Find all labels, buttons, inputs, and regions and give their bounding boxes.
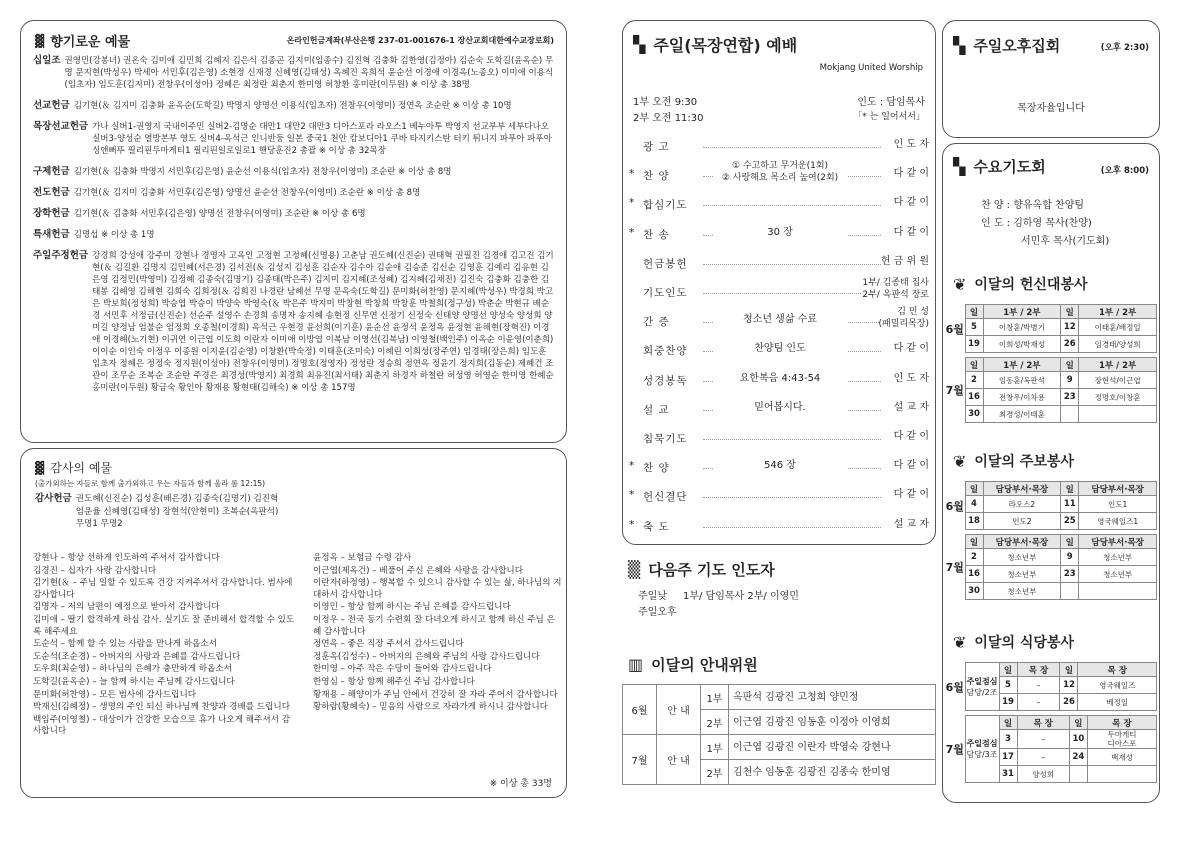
table-header-cell: 일 xyxy=(965,358,983,372)
offering-names: 강경희 강성애 강주미 강현나 경명자 고옥인 고정현 고정혜(신명용) 고춘남 권도혜(신진순) 권태혁 권필진 김경애 김고진 김기현(＆ 김길환 김명지 김민혜(서은경) 김서진(＆ 김성지 김성훈 김순자 김수아 김순애 김승준 김신순 김영훈 김예리 김유현 김은영 김정민(박영미) 김정혜 김종숙(김명기) 김종태(박은주) 김지미 김지혜(조성혜) 김지혜(김채진) 김진숙 김충화 김충한 김태봉 김혜영 김해현 김희숙 김희정(＆ 김희진 나경란 남혜선 무명 문옥숙(도학길) 문미화(허찬영) 문지혜(박성우) 박경희 박고은 박보희(정성희) 박승엽 박승이 박양숙 박영숙(＆ 박은주 박지미 박창현 박창희 박창훈 박철희(정구성) 박춘순 박현규 배순경 서민후 서정금(신진순) 선순주 설영수 손경희 송명자 송지혜 송현정 신무연 신정기 신정숙 신태양 양명선 양성숙 양성희 양미길 양정남 엄불순 엄정희 오종철(이경희) 옥석근 우현경 윤선희(이기훈) 윤순선 윤정석 윤정옥 윤정현 윤해현(장혁진) 이경애 이경혜(노기현) 이귀연 이근엽 이도희 이란자 이미애 이방엽 이복남 이영선(김복남) 이영철(백인주) 이옥순 이윤영(이춘희) 이이순 이인숙 이정우 이종원 이지윤(김순영) 이창환(박숙정) 이태훈(조미숙) 이혜린 이희성(장주연) 임경태(장은희) 임도훈 임초자 정혜은 정정숙 정지원(이성아) 전창우(이영미) 정명호(정영자) 정성란 정승희 정연옥 정윤기 정지희(김동순) 제혜건 조관이 조무순 조복순 조순란 주경은 최경성(박영지) 최경희 최유진(최서태) 최춘지 하경자 하철란 허성영 허영순 한미영 한혜순 홍미란(이두원) 황금숙 황인아 황재용 황현태(김해숙) ※ 이상 총 157명 xyxy=(92,251,554,393)
table-cell: 30 xyxy=(965,406,983,423)
worship-order-row xyxy=(623,337,936,366)
month-label: 7월 xyxy=(945,743,964,756)
table-header-row xyxy=(945,305,1157,319)
worship-content: ① 수고하고 무거운(1회) ② 사랑해요 목소리 높여(2회) xyxy=(713,160,847,184)
thanks-entry: 도우회(최순영) – 하나님의 은혜가 충만하게 하옵소서 xyxy=(33,664,232,675)
leader-dots xyxy=(703,293,881,294)
bulletin-july-table xyxy=(945,534,1157,600)
month-label: 7월 xyxy=(945,384,964,397)
table-cell xyxy=(1079,583,1157,600)
bracket-icon: ▚ xyxy=(953,36,966,55)
table-cell: 19 xyxy=(965,336,983,353)
worship-leader: 인도 : 담임목사 xyxy=(857,97,925,108)
thanks-entry: 김경진 – 십자가 사랑 감사합니다 xyxy=(33,565,157,576)
usher-row xyxy=(623,735,936,760)
worship-content: 청소년 생삶 수료 xyxy=(713,314,847,326)
afternoon-title: ▚ 주일오후집회 xyxy=(953,36,1061,55)
worship-order-row xyxy=(623,425,936,454)
thanks-entry: 박재신(김혜정) – 생명의 주인 되신 하나님께 찬양과 경배를 드립니다 xyxy=(33,702,290,713)
usher-role: 안 내 xyxy=(657,735,701,785)
worship-order-row xyxy=(623,513,936,542)
online-account: 온라인헌금계좌(부산은행 237-01-001676-1 장산교회대한예수교장로회) xyxy=(286,36,554,45)
table-cell: 5 xyxy=(965,319,983,336)
worship-leader: 다 같 이 xyxy=(893,460,929,472)
worship-item: 찬 양 xyxy=(643,170,670,183)
leader-dots xyxy=(703,147,881,148)
bracket-icon: ▚ xyxy=(953,157,966,176)
table-cell: – xyxy=(1017,749,1069,766)
table-header-cell: 일 xyxy=(1061,535,1079,549)
table-header-row xyxy=(945,482,1157,496)
usher-part: 2부 xyxy=(701,710,729,735)
afternoon-text: 목장자율입니다 xyxy=(1017,103,1085,114)
usher-names: 이근엽 김광진 임동훈 이정아 이영희 xyxy=(729,710,936,735)
worship-item: 헌금봉헌 xyxy=(643,257,688,270)
hash-icon: ▥ xyxy=(628,655,644,674)
usher-names: 김천수 임동훈 김광진 김종숙 한미영 xyxy=(729,760,936,785)
worship-leader: 다 같 이 xyxy=(893,197,929,209)
table-cell xyxy=(1079,406,1157,423)
table-cell: 31 xyxy=(999,766,1017,783)
dedication-tables xyxy=(945,304,1157,427)
table-cell: – xyxy=(1017,694,1060,711)
table-header-cell: 일 xyxy=(965,535,983,549)
table-cell: 4 xyxy=(965,496,983,513)
table-header-cell: 1부 / 2부 xyxy=(1079,305,1157,319)
worship-order-row xyxy=(623,367,936,396)
worship-content: 찬양팀 인도 xyxy=(713,343,847,355)
table-cell xyxy=(1069,766,1087,783)
table-row xyxy=(945,513,1157,530)
worship-item: 성경봉독 xyxy=(643,374,688,387)
thanks-names: 권도혜(신진순) 김성훈(배은경) 김종숙(김명기) 김진혁 엄운율 신혜영(김태성) 장현석(안현미) 조복순(옥판석) 무명1 무명2 xyxy=(75,494,279,529)
table-row xyxy=(945,549,1157,566)
table-cell: 베정일 xyxy=(1078,694,1157,711)
table-cell: 장현석/이근엽 xyxy=(1079,372,1157,389)
table-cell: 26 xyxy=(1061,336,1079,353)
table-cell: 25 xyxy=(1061,513,1079,530)
worship-subtitle: Mokjang United Worship xyxy=(819,63,923,73)
service-label-main: 주일점심 xyxy=(966,676,998,686)
worship-stand-note: 「* 는 일어서서」 xyxy=(853,112,925,122)
stand-marker: * xyxy=(629,168,635,181)
worship-leader: 김 민 성 (패밀리목장) xyxy=(878,307,929,330)
table-cell: 16 xyxy=(965,389,983,406)
worship-time-2: 2부 오전 11:30 xyxy=(633,113,704,124)
table-row xyxy=(945,496,1157,513)
month-label: 7월 xyxy=(945,561,964,574)
leader-dots xyxy=(703,497,881,498)
usher-names: 이근엽 김광진 이란자 박영숙 강현나 xyxy=(729,735,936,760)
table-cell: 인도1 xyxy=(1079,496,1157,513)
worship-order xyxy=(623,133,936,543)
offering-group xyxy=(33,229,554,241)
usher-month: 7월 xyxy=(623,735,657,785)
table-cell: 청소년부 xyxy=(1079,566,1157,583)
table-row xyxy=(945,319,1157,336)
cafeteria-tables xyxy=(945,662,1157,787)
flower-icon: ❦ xyxy=(953,451,967,471)
ushers-section xyxy=(622,650,936,800)
table-cell: 이희성/박재성 xyxy=(983,336,1061,353)
worship-content: 30 장 xyxy=(713,227,847,239)
table-cell: 청소년부 xyxy=(983,583,1061,600)
worship-leader: 설 교 자 xyxy=(893,401,929,413)
table-header-cell: 일 xyxy=(965,305,983,319)
table-cell: 26 xyxy=(1060,694,1078,711)
offering-label: 구제헌금 xyxy=(33,166,70,177)
service-label xyxy=(965,663,999,711)
worship-item: 찬 송 xyxy=(643,228,670,241)
ushers-title: ▥ 이달의 안내위원 xyxy=(628,655,758,674)
table-header-row xyxy=(945,716,1157,730)
thanks-entry: 한미영 – 아주 작은 수당이 들어와 감사드립니다 xyxy=(313,664,492,675)
worship-leader: 다 같 이 xyxy=(893,343,929,355)
offering-names: 권영민(강봉녀) 권온숙 김미애 김민희 김혜지 김은식 김종곤 김지미(임종수) 김진혁 김충화 김한영(김정아) 김순숙 도학길(윤옥순) 무명 문지현(박성우) 박세아 서민후(김은영) 소현정 신재경 신혜영(김태성) 옥혜진 옥희석 윤순선 이경애 이경옥(노종오) 이미애 이용식(임초자) 임도훈(김지미) 전창우(이성아) 정혜은 최정란 최춘지 한미영 허창환 홍미란(이두원) ※ 이상 총 38명 xyxy=(64,56,554,90)
flower-icon: ❦ xyxy=(953,274,967,294)
table-cell: 30 xyxy=(965,583,983,600)
next-prayer-sunday-label: 주일낮 xyxy=(638,591,667,602)
thanks-entry: 이영민 – 항상 함께 하시는 주님 은혜를 감사드립니다 xyxy=(313,602,511,613)
offering-label: 주일주정헌금 xyxy=(33,250,89,261)
offering-names: 김기현(＆ 김충화 서민후(김은영) 양명선 전창우(이영미) 조순란 ※ 이상 총 6명 xyxy=(73,209,366,219)
table-header-cell: 일 xyxy=(999,663,1017,677)
worship-order-row xyxy=(623,250,936,279)
table-cell: 라오스2 xyxy=(983,496,1061,513)
worship-content: 요한복음 4:43-54 xyxy=(713,373,847,385)
worship-order-row xyxy=(623,221,936,250)
thanks-entry: 도순석(조순경) – 아버지의 사랑과 은혜를 감사드립니다 xyxy=(33,651,241,662)
worship-leader: 다 같 이 xyxy=(893,168,929,180)
thanks-label: 감사헌금 xyxy=(35,493,72,504)
cafeteria-title: ❦ 이달의 식당봉사 xyxy=(953,632,1074,652)
offering-group xyxy=(33,250,554,394)
thanks-left-column xyxy=(33,553,295,739)
worship-item: 합심기도 xyxy=(643,199,688,212)
thanks-title: ▓ 감사의 예물 xyxy=(35,460,113,475)
table-header-cell: 일 xyxy=(1061,482,1079,496)
worship-item: 축 도 xyxy=(643,520,670,533)
dedication-june-table xyxy=(945,304,1157,353)
usher-part: 2부 xyxy=(701,760,729,785)
worship-item: 기도인도 xyxy=(643,287,688,299)
usher-row xyxy=(623,685,936,710)
worship-leader: 다 같 이 xyxy=(893,489,929,501)
offering-names: 김기현(＆ 김지미 김충화 윤옥순(도학길) 박명지 양명선 이용식(임초자) 전창우(이영미) 정연옥 조순란 ※ 이상 총 10명 xyxy=(73,101,512,111)
table-cell: 11 xyxy=(1061,496,1079,513)
table-header-cell: 담당부서·목장 xyxy=(983,482,1061,496)
service-label-main: 주일점심 xyxy=(966,739,998,748)
worship-order-row xyxy=(623,454,936,483)
leader-dots xyxy=(703,205,881,206)
table-row xyxy=(945,372,1157,389)
offering-names: 김명섭 ※ 이상 총 1명 xyxy=(73,230,155,240)
bulletin-tables xyxy=(945,481,1157,604)
worship-leader: 인 도 자 xyxy=(893,139,929,150)
thanks-entry: 문미화(허찬영) – 모든 범사에 감사드립니다 xyxy=(33,689,197,700)
table-row xyxy=(945,406,1157,423)
table-cell: 18 xyxy=(965,513,983,530)
usher-month: 6월 xyxy=(623,685,657,735)
worship-item: 광 고 xyxy=(643,141,670,153)
usher-role: 안 내 xyxy=(657,685,701,735)
stand-marker: * xyxy=(629,226,635,239)
table-header-row xyxy=(945,663,1157,677)
table-cell: 16 xyxy=(965,566,983,583)
table-row xyxy=(945,389,1157,406)
thanks-entry: 정훈옥(김성수) – 아버지의 은혜와 주님의 사랑 감사드립니다 xyxy=(313,651,540,662)
thanks-entry: 이정우 – 전국 동기 수련회 잘 다녀오게 하시고 함께 하신 주님 은혜 감사합니다 xyxy=(313,614,555,637)
thanks-entry: 백임주(이영철) – 대상이가 건강한 모습으로 휴가 나오게 해주셔서 감사합니다 xyxy=(33,714,290,737)
table-cell: 임경태/양성희 xyxy=(1079,336,1157,353)
table-header-cell: 일 xyxy=(999,716,1017,730)
stand-marker: * xyxy=(629,489,635,502)
stand-marker: * xyxy=(629,197,635,210)
table-cell: 임동훈/옥판석 xyxy=(983,372,1061,389)
stand-marker: * xyxy=(629,518,635,531)
table-cell: 청소년부 xyxy=(983,566,1061,583)
table-header-cell: 일 xyxy=(1060,663,1078,677)
table-cell: 19 xyxy=(999,694,1017,711)
worship-order-row xyxy=(623,279,936,308)
table-cell: 청소년부 xyxy=(983,549,1061,566)
service-label xyxy=(965,716,999,783)
right-column-box xyxy=(942,143,1160,803)
table-cell: – xyxy=(1017,677,1060,694)
thanks-entry: 김명자 – 저의 남편이 예정으로 받아서 감사합니다 xyxy=(33,602,220,613)
afternoon-time: (오후 2:30) xyxy=(1100,43,1149,53)
table-cell xyxy=(1061,583,1079,600)
worship-order-row xyxy=(623,308,936,337)
table-header-row xyxy=(945,358,1157,372)
service-label-sub: 담당/2조 xyxy=(966,687,998,697)
fragrance-title: ▓ 향기로운 예물 xyxy=(35,33,131,50)
wednesday-line-2: 인 도 : 김하영 목사(찬양) xyxy=(981,218,1092,229)
table-header-cell: 1부 / 2부 xyxy=(983,305,1061,319)
table-cell: 양성희 xyxy=(1017,766,1069,783)
table-cell: 영국웨일즈 xyxy=(1078,677,1157,694)
thanks-entry: 도순석 – 함께 할 수 있는 사람을 만나게 하옵소서 xyxy=(33,639,217,650)
offering-label: 특새헌금 xyxy=(33,229,70,240)
thanks-offering-list xyxy=(35,493,285,531)
offering-names: 가나 실버1-권영지 국내이주민 실버2-김명순 대만1 대만2 대만3 디아스포라 라오스1 베누아투 박영지 선교부부 세부다나오 실버3-양성순 열방본부 영도 실버4-옥석근 인니반둥 일본 중국1 천안 캄보디아1 쿠바 타지키스탄 터키 튀니지 파푸아 파푸아싱앤뻐뚜 필리핀두마게티1 필리핀일로일로1 핸당훈진2 총괄 ※ 이상 총 32목장 xyxy=(92,122,552,156)
thanks-entry: 윤정옥 – 보험금 수령 감사 xyxy=(313,553,412,563)
worship-order-row xyxy=(623,483,936,512)
service-label-sub: 담당/3조 xyxy=(966,750,998,759)
hatch-icon: ▓ xyxy=(35,33,45,48)
table-header-cell: 일 xyxy=(1061,358,1079,372)
offering-label: 선교헌금 xyxy=(33,100,70,111)
table-cell: 12 xyxy=(1061,319,1079,336)
cafeteria-july-table xyxy=(945,715,1157,783)
thanks-entry: 김미애 – 딸기 합격하게 하심 감사. 실기도 잘 준비해서 합격할 수 있도록 해주세요 xyxy=(33,614,295,637)
table-row xyxy=(945,583,1157,600)
month-label: 6월 xyxy=(945,322,964,336)
fragrance-offering-box xyxy=(20,20,567,443)
table-header-cell: 목 장 xyxy=(1078,663,1157,677)
table-header-cell: 목 장 xyxy=(1017,663,1060,677)
offering-group xyxy=(33,100,554,112)
table-header-cell: 일 xyxy=(1061,305,1079,319)
offering-group xyxy=(33,55,554,91)
table-cell: – xyxy=(1017,730,1069,749)
offering-label: 전도헌금 xyxy=(33,187,70,198)
table-header-cell: 담당부서·목장 xyxy=(1079,535,1157,549)
offering-label: 장학헌금 xyxy=(33,208,70,219)
usher-part: 1부 xyxy=(701,735,729,760)
worship-order-row xyxy=(623,133,936,162)
worship-order-row xyxy=(623,191,936,220)
table-cell: 24 xyxy=(1069,749,1087,766)
thanks-right-column xyxy=(313,553,563,715)
dedication-title: ❦ 이달의 헌신대봉사 xyxy=(953,274,1088,294)
wednesday-time: (오후 8:00) xyxy=(1100,166,1149,176)
table-header-cell: 일 xyxy=(1069,716,1087,730)
offering-group xyxy=(33,208,554,220)
thanks-entry: 한영심 – 항상 함께 해주신 주님 감사합니다 xyxy=(313,676,475,687)
worship-content: 546 장 xyxy=(713,460,847,472)
offering-group xyxy=(33,166,554,178)
thanks-total: ※ 이상 총 33명 xyxy=(489,779,552,789)
table-cell: 청소년부 xyxy=(1079,549,1157,566)
worship-leader: 인 도 자 xyxy=(893,372,929,384)
wednesday-line-1: 찬 양 : 향유옥합 찬양팀 xyxy=(981,200,1085,211)
table-row xyxy=(945,336,1157,353)
fragrance-groups xyxy=(33,55,554,403)
table-cell: 23 xyxy=(1061,566,1079,583)
usher-names: 옥판석 김광진 고청희 양민정 xyxy=(729,685,936,710)
next-prayer-sunday-value: 1부/ 담임목사 2부/ 이영민 xyxy=(682,591,799,602)
worship-box xyxy=(622,20,936,545)
flower-icon: ❦ xyxy=(953,632,967,652)
thanks-entry: 이근엽(제옥건) – 베풀어 주신 은혜와 사랑을 감사합니다 xyxy=(313,565,524,576)
afternoon-box xyxy=(942,20,1160,138)
stand-marker: * xyxy=(629,460,635,473)
table-cell: 백재성 xyxy=(1087,749,1156,766)
thanks-entry: 이란자(하정영) – 행복할 수 있으니 감사할 수 있는 삶, 하나님의 지대하서 감사합니다 xyxy=(313,578,562,600)
table-header-cell: 1부 / 2부 xyxy=(1079,358,1157,372)
thanks-note: (출가외하는 자들로 함께 출가외하고 우는 자들과 함께 울라 롬 12:15) xyxy=(35,479,266,488)
table-header-cell: 목 장 xyxy=(1087,716,1156,730)
offering-group xyxy=(33,121,554,157)
worship-time-1: 1부 오전 9:30 xyxy=(633,97,698,108)
table-cell: 10 xyxy=(1069,730,1087,749)
leader-dots xyxy=(703,264,881,265)
table-row xyxy=(945,566,1157,583)
table-cell: 이창훈/박병기 xyxy=(983,319,1061,336)
worship-item: 간 증 xyxy=(643,316,670,329)
dedication-july-table xyxy=(945,357,1157,423)
next-prayer-title: ▒ 다음주 기도 인도자 xyxy=(628,560,775,579)
bulletin-june-table xyxy=(945,481,1157,530)
table-header-cell: 담당부서·목장 xyxy=(983,535,1061,549)
table-cell: 인도2 xyxy=(983,513,1061,530)
offering-names: 김기현(＆ 김충화 박명지 서민후(김은영) 윤순선 이용식(임초자) 전창우(이영미) 조순란 ※ 이상 총 8명 xyxy=(73,167,452,177)
bulletin-title: ❦ 이달의 주보봉사 xyxy=(953,451,1074,471)
thanks-entry: 강현나 – 항상 선하게 인도하여 주셔서 감사합니다 xyxy=(33,553,220,563)
table-cell: 23 xyxy=(1061,389,1079,406)
thanks-offering-box xyxy=(20,448,567,798)
thanks-entry: 황재용 – 해양이가 주님 안에서 건강히 잘 자라 주어서 감사합니다 xyxy=(313,689,558,700)
table-cell: 3 xyxy=(999,730,1017,749)
ushers-table xyxy=(622,684,936,785)
table-cell: 2 xyxy=(965,372,983,389)
table-header-cell: 담당부서·목장 xyxy=(1079,482,1157,496)
worship-order-row xyxy=(623,396,936,425)
worship-leader: 다 같 이 xyxy=(893,226,929,238)
offering-label: 십일조 xyxy=(33,55,61,66)
offering-group xyxy=(33,187,554,199)
bracket-icon: ▚ xyxy=(633,35,646,54)
hatch-icon: ▒ xyxy=(628,560,641,579)
table-header-row xyxy=(945,535,1157,549)
table-cell: 이태훈/배정일 xyxy=(1079,319,1157,336)
thanks-entry: 김기현(＆ – 주님 일할 수 있도록 건강 지켜주셔서 감사합니다. 범사에 감사합니다 xyxy=(33,578,293,600)
hatch-icon: ▓ xyxy=(35,460,45,475)
next-prayer-sunday xyxy=(638,587,799,602)
month-label: 6월 xyxy=(945,680,964,694)
table-cell: 17 xyxy=(999,749,1017,766)
worship-item: 회중찬양 xyxy=(643,345,688,358)
table-cell: 정명호/이창훈 xyxy=(1079,389,1157,406)
worship-item: 침묵기도 xyxy=(643,433,688,445)
offering-label: 목장선교헌금 xyxy=(33,121,89,132)
wednesday-title: ▚ 수요기도회 xyxy=(953,157,1046,176)
offering-names: 김기현(＆ 김지미 김충화 서민후(김은영) 양명선 윤순선 전창우(이영미) 조순란 ※ 이상 총 8명 xyxy=(73,188,421,198)
table-cell: 9 xyxy=(1061,372,1079,389)
worship-title: ▚ 주일(목장연합) 예배 xyxy=(633,35,798,55)
table-cell: 2 xyxy=(965,549,983,566)
thanks-entry: 정연옥 – 좋은 직장 주셔서 감사드립니다 xyxy=(313,639,464,650)
worship-item: 찬 양 xyxy=(643,462,670,475)
table-cell: 전창우/이차용 xyxy=(983,389,1061,406)
worship-leader: 1부/ 김종태 집사 2부/ 옥판석 장로 xyxy=(862,278,929,300)
table-cell: 5 xyxy=(999,677,1017,694)
table-cell: 12 xyxy=(1060,677,1078,694)
table-cell xyxy=(1061,406,1079,423)
table-cell: 최경성/이태훈 xyxy=(983,406,1061,423)
thanks-entry: 황하람(황혜숙) – 믿음의 사람으로 자라가게 하시니 감사합니다 xyxy=(313,702,548,713)
worship-order-row xyxy=(623,162,936,191)
worship-leader: 다 같 이 xyxy=(893,431,929,442)
worship-leader: 설 교 자 xyxy=(893,518,929,530)
worship-item: 설 교 xyxy=(643,403,670,416)
table-cell: 9 xyxy=(1061,549,1079,566)
next-prayer-afternoon-label: 주일오후 xyxy=(638,607,677,618)
usher-part: 1부 xyxy=(701,685,729,710)
worship-leader: 헌 금 위 원 xyxy=(880,255,929,267)
leader-dots xyxy=(703,439,881,440)
table-header-cell: 목 장 xyxy=(1017,716,1069,730)
table-header-cell: 1부 / 2부 xyxy=(983,358,1061,372)
table-cell xyxy=(1087,766,1156,783)
table-cell: 영국웨일즈1 xyxy=(1079,513,1157,530)
wednesday-line-3: 서민후 목사(기도회) xyxy=(1021,236,1110,247)
worship-item: 헌신결단 xyxy=(643,491,688,504)
table-cell: 두마게티 디아스포 xyxy=(1087,730,1156,749)
thanks-entry: 도학길(윤옥순) – 늘 함께 하시는 주님께 감사드립니다 xyxy=(33,676,235,687)
table-header-cell: 일 xyxy=(965,482,983,496)
next-prayer-section xyxy=(622,555,936,645)
worship-content: 믿어봅시다. xyxy=(713,402,847,414)
month-label: 6월 xyxy=(945,499,964,513)
leader-dots xyxy=(703,527,881,528)
cafeteria-june-table xyxy=(945,662,1157,711)
